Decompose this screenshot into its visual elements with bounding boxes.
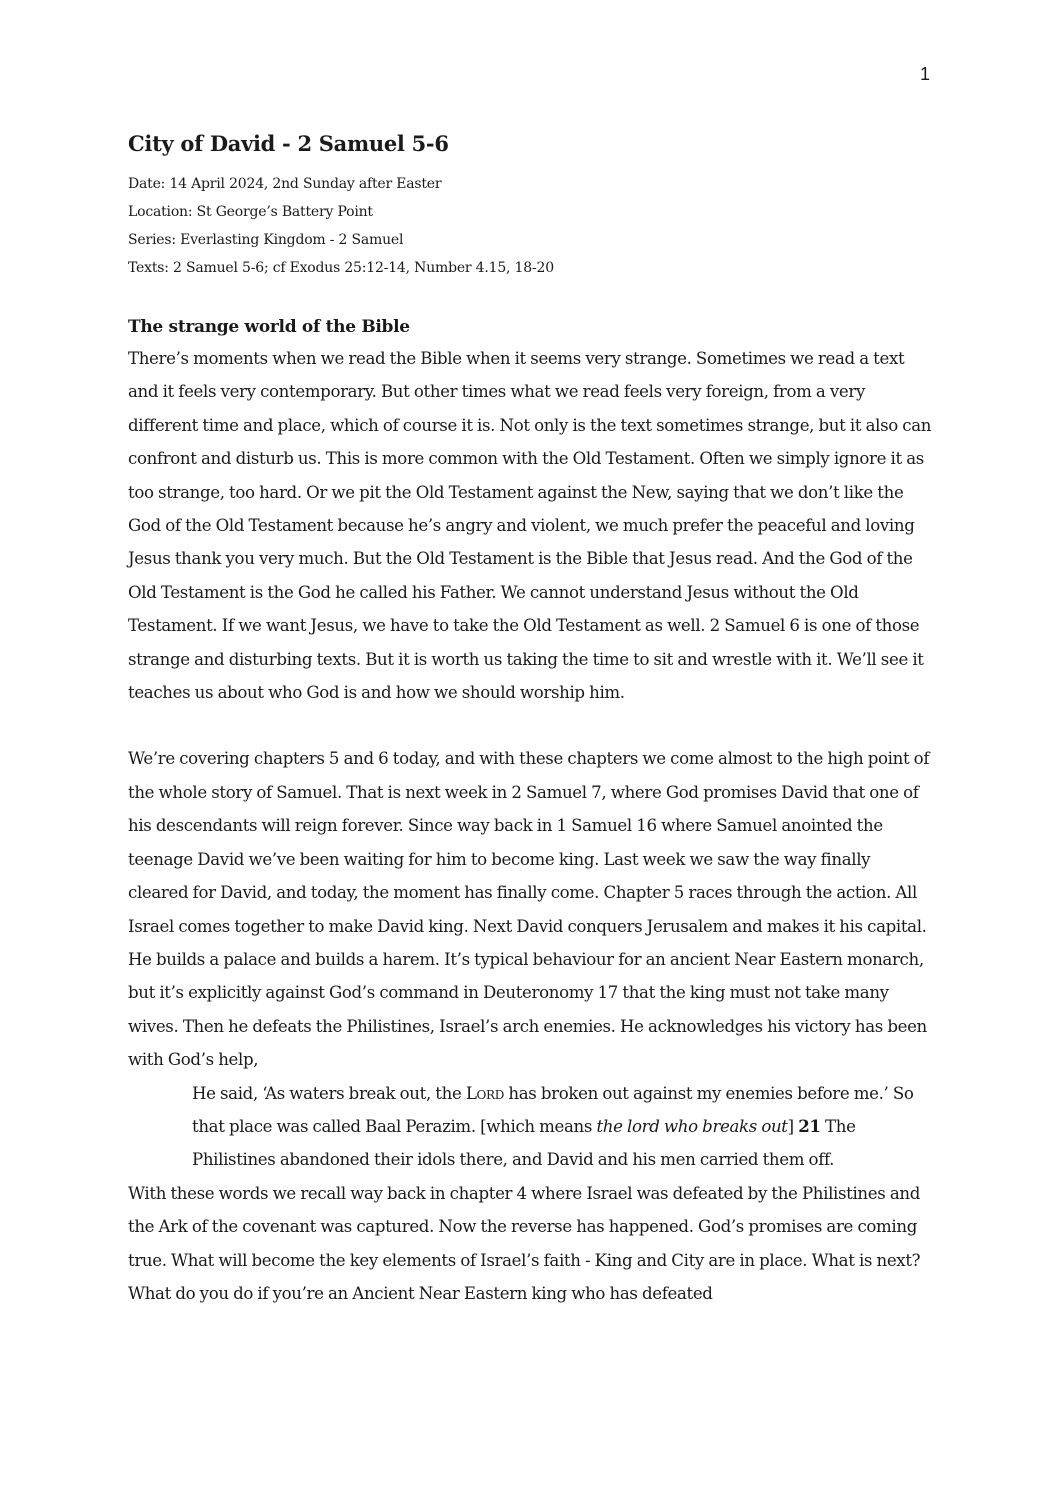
paragraph-recall: With these words we recall way back in chapter 4 where Israel was defeated by the Philistines and the Ark of the covenant was captured. Now the reverse has happened. God’s promises are coming true. What will become the key elements of Israel’s faith - King and City are in place. What is next? What do you do if you’re an Ancient Near Eastern king who has defeated xyxy=(128,1183,921,1303)
verse-number: 21 xyxy=(798,1115,821,1136)
quote-lord: Lord xyxy=(465,1083,504,1103)
document-body xyxy=(128,128,932,1310)
meta-location: Location: St George’s Battery Point xyxy=(128,204,373,220)
paragraph-intro: There’s moments when we read the Bible when it seems very strange. Sometimes we read a text and it feels very contemporary. But other times what we read feels very foreign, from a very different time and place, which of course it is. Not only is the text sometimes strange, but it also can confront and disturb us. This is more common with the Old Testament. Often we simply ignore it as too strange, too hard. Or we pit the Old Testament against the New, saying that we don’t like the God of the Old Testament because he’s angry and violent, we much prefer the peaceful and loving Jesus thank you very much. But the Old Testament is the Bible that Jesus read. And the God of the Old Testament is the God he called his Father. We cannot understand Jesus without the Old Testament. If we want Jesus, we have to take the Old Testament as well. 2 Samuel 6 is one of those strange and disturbing texts. But it is worth us taking the time to sit and wrestle with it. We’ll see it teaches us about who God is and how we should worship him. xyxy=(128,349,932,703)
quote-text-2: has broken out against my enemies before me.’ So that place was called Baal Perazim. [which means xyxy=(192,1083,914,1136)
page-number: 1 xyxy=(919,64,930,84)
quote-text-3: ] xyxy=(787,1116,799,1136)
section-heading: The strange world of the Bible xyxy=(128,317,410,337)
meta-texts: Texts: 2 Samuel 5-6; cf Exodus 25:12-14, Number 4.15, 18-20 xyxy=(128,260,554,276)
document-metadata xyxy=(128,170,932,282)
quote-text-4: The Philistines abandoned their idols there, and David and his men carried them off. xyxy=(192,1116,856,1170)
meta-series: Series: Everlasting Kingdom - 2 Samuel xyxy=(128,232,404,248)
document-title: City of David - 2 Samuel 5-6 xyxy=(128,131,449,156)
paragraph-chapters: We’re covering chapters 5 and 6 today, and with these chapters we come almost to the high point of the whole story of Samuel. That is next week in 2 Samuel 7, where God promises David that one of his descendants will reign forever. Since way back in 1 Samuel 16 where Samuel anointed the teenage David we’ve been waiting for him to become king. Last week we saw the way finally cleared for David, and today, the moment has finally come. Chapter 5 races through the action. All Israel comes together to make David king. Next David conquers Jerusalem and makes it his capital. He builds a palace and builds a harem. It’s typical behaviour for an ancient Near Eastern monarch, but it’s explicitly against God’s command in Deuteronomy 17 that the king must not take many wives. Then he defeats the Philistines, Israel’s arch enemies. He acknowledges his victory has been with God’s help, xyxy=(128,749,930,1070)
quote-italic: the lord who breaks out xyxy=(596,1116,788,1136)
meta-date: Date: 14 April 2024, 2nd Sunday after Easter xyxy=(128,176,442,192)
scripture-quote xyxy=(192,1077,932,1177)
quote-text-1: He said, ‘As waters break out, the xyxy=(192,1083,466,1103)
